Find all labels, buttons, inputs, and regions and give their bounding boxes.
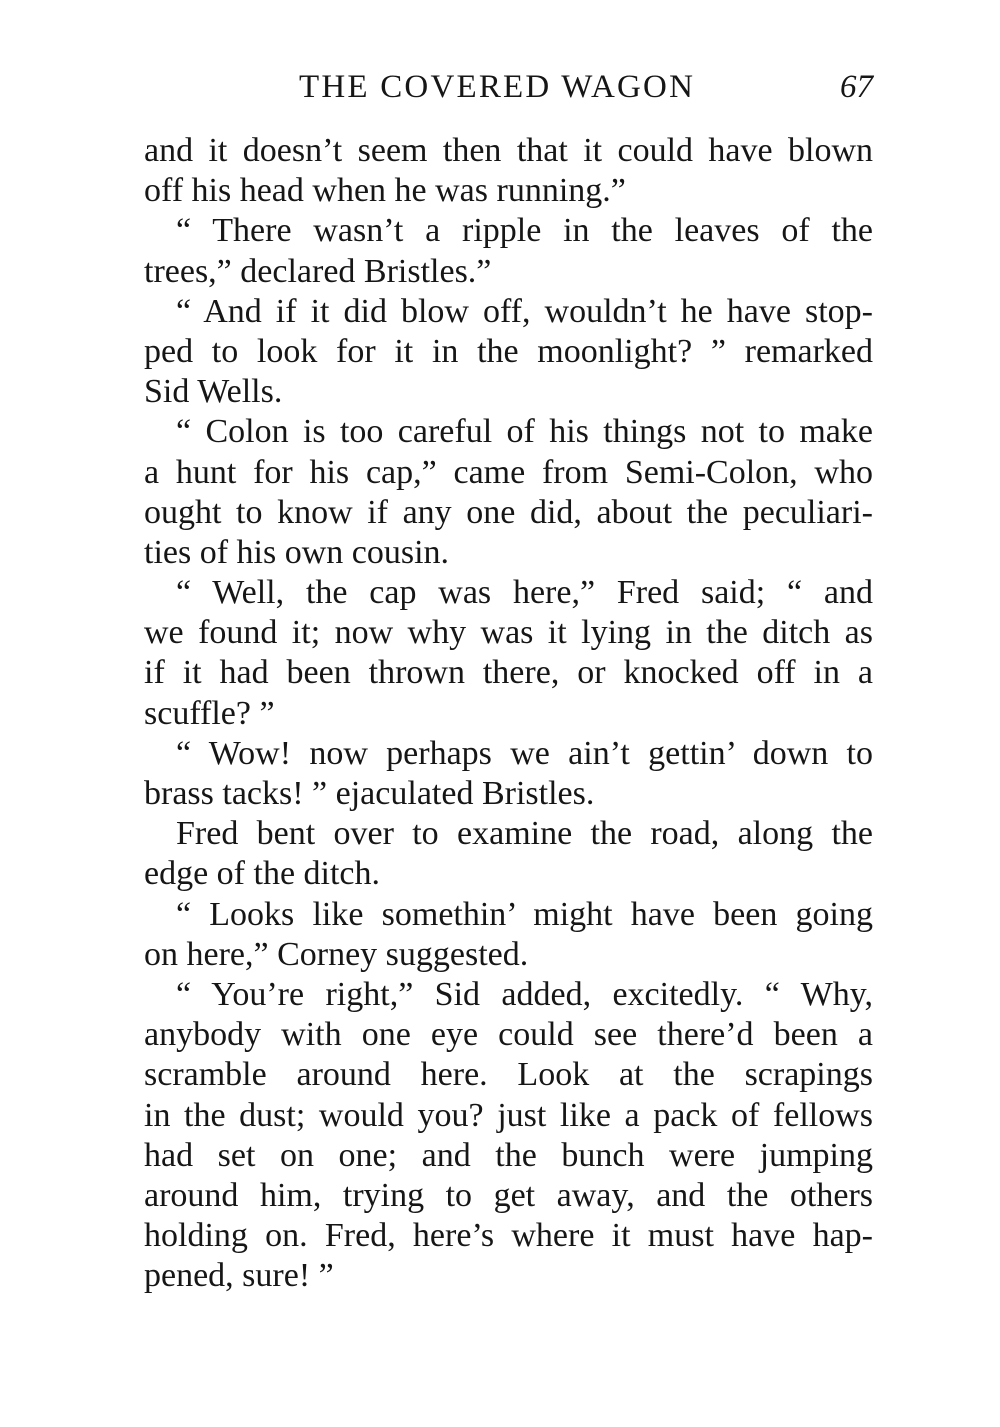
text-line: on here,” Corney suggested. <box>144 935 529 973</box>
text-line: in the dust; would you? just like a pack of fellows <box>144 1096 873 1134</box>
text-line: “ Wow! now perhaps we ain’t gettin’ down to <box>176 734 873 772</box>
text-line: a hunt for his cap,” came from Semi-Colon, who <box>144 453 873 491</box>
text-line: trees,” declared Bristles.” <box>144 252 492 290</box>
text-line: “ You’re right,” Sid added, excitedly. “ Why, <box>176 975 873 1013</box>
text-line: “ Looks like somethin’ might have been going <box>176 895 873 933</box>
text-line: “ Well, the cap was here,” Fred said; “ and <box>176 574 873 612</box>
running-title: THE COVERED WAGON <box>299 69 696 105</box>
text-line: brass tacks! ” ejaculated Bristles. <box>144 775 595 812</box>
text-line: Sid Wells. <box>144 373 283 411</box>
text-line: ties of his own cousin. <box>144 533 450 571</box>
text-line: we found it; now why was it lying in the ditch as <box>144 614 873 652</box>
text-line: “ And if it did blow off, wouldn’t he have stop- <box>176 292 873 330</box>
text-line: edge of the ditch. <box>144 855 381 893</box>
text-line: ped to look for it in the moonlight? ” remarked <box>144 332 873 370</box>
text-line: “ Colon is too careful of his things not to make <box>176 413 873 451</box>
text-line: had set on one; and the bunch were jumping <box>144 1136 873 1174</box>
text-line: scramble around here. Look at the scrapings <box>144 1056 873 1094</box>
text-line: and it doesn’t seem then that it could have blown <box>144 132 873 169</box>
text-line: around him, trying to get away, and the others <box>144 1176 873 1214</box>
text-line: Fred bent over to examine the road, along the <box>176 815 873 853</box>
text-line: pened, sure! ” <box>144 1257 334 1295</box>
text-line: “ There wasn’t a ripple in the leaves of the <box>176 212 873 250</box>
text-line: off his head when he was running.” <box>144 172 626 210</box>
text-line: holding on. Fred, here’s where it must have hap- <box>144 1217 873 1255</box>
page-number: 67 <box>840 69 873 105</box>
body-text <box>144 131 873 1296</box>
running-head <box>144 64 873 110</box>
text-line: scuffle? ” <box>144 694 275 732</box>
text-line: ought to know if any one did, about the peculiari- <box>144 493 873 531</box>
text-line: if it had been thrown there, or knocked off in a <box>144 654 873 692</box>
text-line: anybody with one eye could see there’d been a <box>144 1016 873 1054</box>
